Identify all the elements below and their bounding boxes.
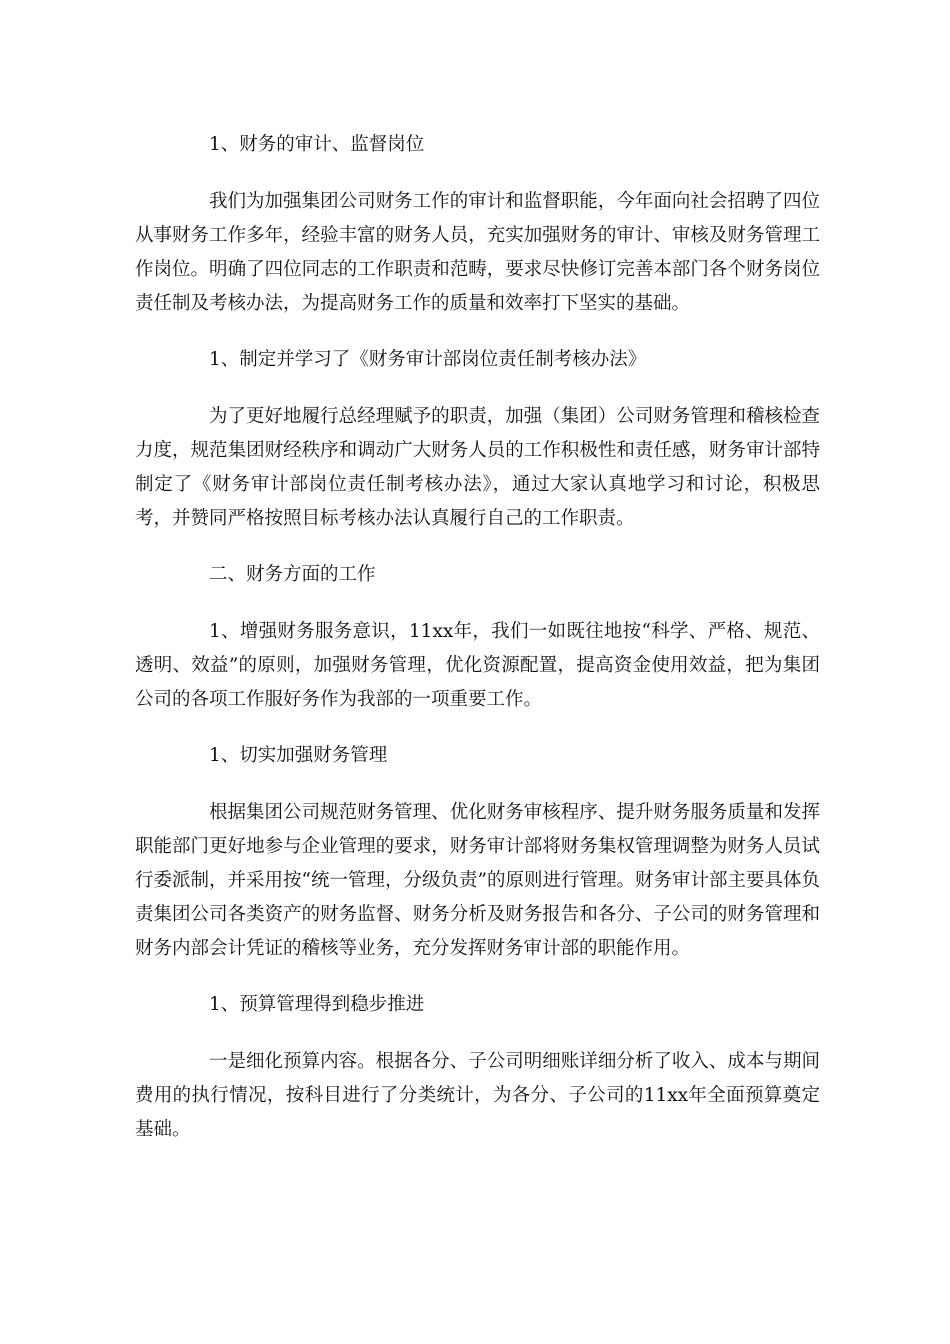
section-heading-finance-work: 二、财务方面的工作 bbox=[209, 564, 376, 585]
paragraph-audit-staffing: 我们为加强集团公司财务工作的审计和监督职能，今年面向社会招聘了四位从事财务工作多年，经验丰富的财务人员，充实加强财务的审计、审核及财务管理工作岗位。明确了四位同志的工作职责和范畴，要求尽快修订完善本部门各个财务岗位责任制及考核办法，为提高财务工作的质量和效率打下坚实的基础。 bbox=[135, 191, 820, 314]
section-heading-audit-supervision: 1、财务的审计、监督岗位 bbox=[209, 134, 425, 155]
section-heading-assessment-method: 1、制定并学习了《财务审计部岗位责任制考核办法》 bbox=[209, 349, 647, 370]
paragraph-finance-management: 根据集团公司规范财务管理、优化财务审核程序、提升财务服务质量和发挥职能部门更好地参与企业管理的要求，财务审计部将财务集权管理调整为财务人员试行委派制，并采用按“统一管理，分级负责”的原则进行管理。财务审计部主要具体负责集团公司各类资产的财务监督、财务分析及财务报告和各分、子公司的财务管理和财务内部会计凭证的稽核等业务，充分发挥财务审计部的职能作用。 bbox=[135, 802, 820, 959]
document-body bbox=[135, 128, 820, 1169]
paragraph-budget-details: 一是细化预算内容。根据各分、子公司明细账详细分析了收入、成本与期间费用的执行情况，按科目进行了分类统计，为各分、子公司的11xx年全面预算奠定基础。 bbox=[135, 1051, 820, 1140]
paragraph-service-awareness: 1、增强财务服务意识，11xx年，我们一如既往地按“科学、严格、规范、透明、效益”的原则，加强财务管理，优化资源配置，提高资金使用效益，把为集团公司的各项工作服好务作为我部的一项重要工作。 bbox=[135, 621, 820, 710]
section-heading-finance-management: 1、切实加强财务管理 bbox=[209, 745, 388, 766]
paragraph-assessment-method: 为了更好地履行总经理赋予的职责，加强（集团）公司财务管理和稽核检查力度，规范集团财经秩序和调动广大财务人员的工作积极性和责任感，财务审计部特制定了《财务审计部岗位责任制考核办法》，通过大家认真地学习和讨论，积极思考，并赞同严格按照目标考核办法认真履行自己的工作职责。 bbox=[135, 406, 820, 529]
section-heading-budget-management: 1、预算管理得到稳步推进 bbox=[209, 994, 425, 1015]
